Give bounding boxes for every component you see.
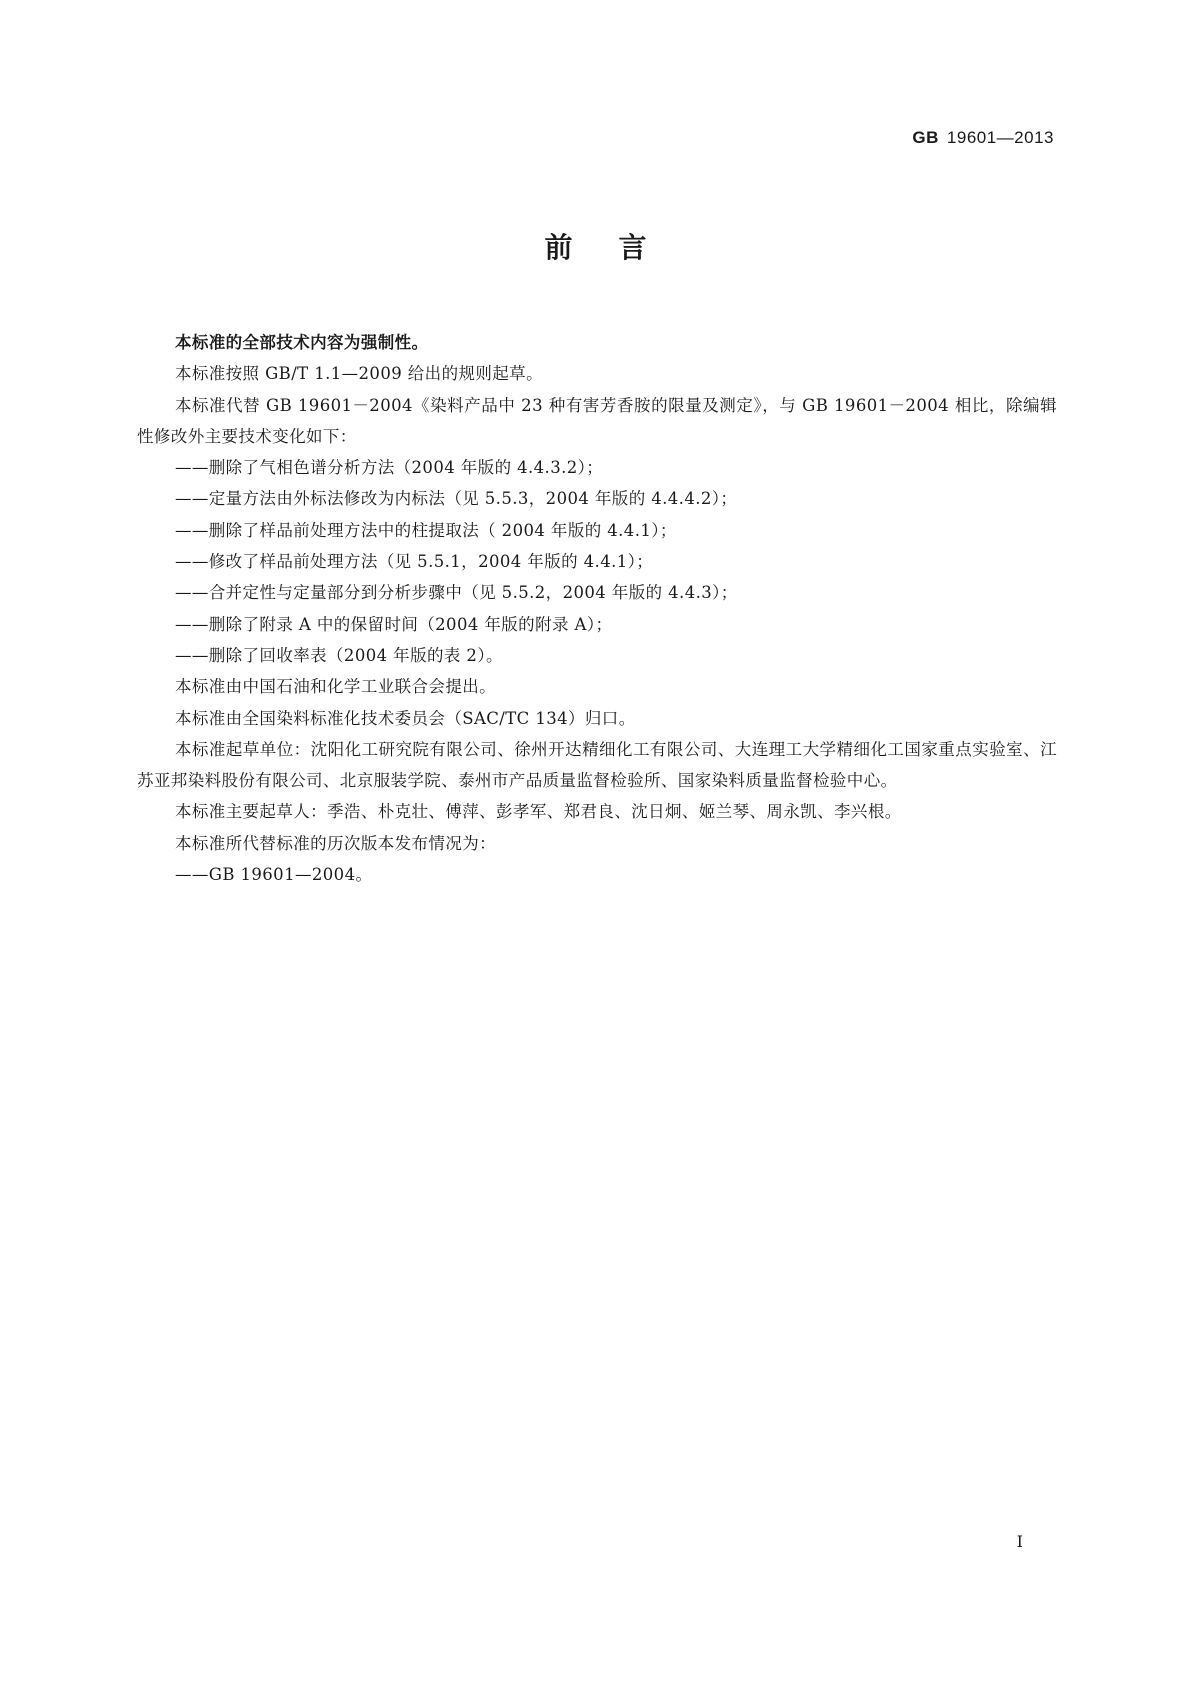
page-number: I (1016, 1532, 1023, 1551)
proposer-paragraph: 本标准由中国石油和化学工业联合会提出。 (174, 677, 497, 697)
page-title: 前言 (544, 231, 693, 264)
replaces-paragraph: 本标准代替 GB 19601－2004《染料产品中 23 种有害芳香胺的限量及测定》，与 GB 19601－2004 相比，除编辑性修改外主要技术变化如下： (137, 395, 1057, 446)
mandatory-statement: 本标准的全部技术内容为强制性。 (174, 333, 429, 352)
change-item: ——定量方法由外标法修改为内标法（见 5.5.3，2004 年版的 4.4.4.2）； (174, 489, 738, 509)
drafting-rule-paragraph: 本标准按照 GB/T 1.1—2009 给出的规则起草。 (174, 364, 543, 384)
drafting-units-paragraph: 本标准起草单位：沈阳化工研究院有限公司、徐州开达精细化工有限公司、大连理工大学精细化工国家重点实验室、江苏亚邦染料股份有限公司、北京服装学院、泰州市产品质量监督检验所、国家染料质量监督检验中心。 (137, 739, 1057, 791)
change-item: ——删除了气相色谱分析方法（2004 年版的 4.4.3.2）； (174, 458, 604, 478)
history-intro-paragraph: 本标准所代替标准的历次版本发布情况为： (174, 833, 497, 853)
change-item: ——合并定性与定量部分到分析步骤中（见 5.5.2，2004 年版的 4.4.3）； (174, 583, 738, 603)
change-item: ——删除了回收率表（2004 年版的表 2）。 (174, 645, 503, 665)
change-item: ——修改了样品前处理方法（见 5.5.1，2004 年版的 4.4.1）； (174, 552, 654, 572)
standard-number: 19601—2013 (946, 128, 1054, 147)
foreword-body (137, 327, 1057, 890)
standard-prefix: GB (912, 128, 939, 147)
history-item: ——GB 19601—2004。 (174, 865, 373, 885)
change-item: ——删除了样品前处理方法中的柱提取法（ 2004 年版的 4.4.1）； (174, 520, 677, 540)
standard-code (912, 128, 1054, 148)
drafters-paragraph: 本标准主要起草人：季浩、朴克壮、傅萍、彭孝军、郑君良、沈日炯、姬兰琴、周永凯、李兴根。 (174, 802, 902, 822)
change-item: ——删除了附录 A 中的保留时间（2004 年版的附录 A）； (174, 614, 613, 634)
committee-paragraph: 本标准由全国染料标准化技术委员会（SAC/TC 134）归口。 (174, 708, 636, 728)
